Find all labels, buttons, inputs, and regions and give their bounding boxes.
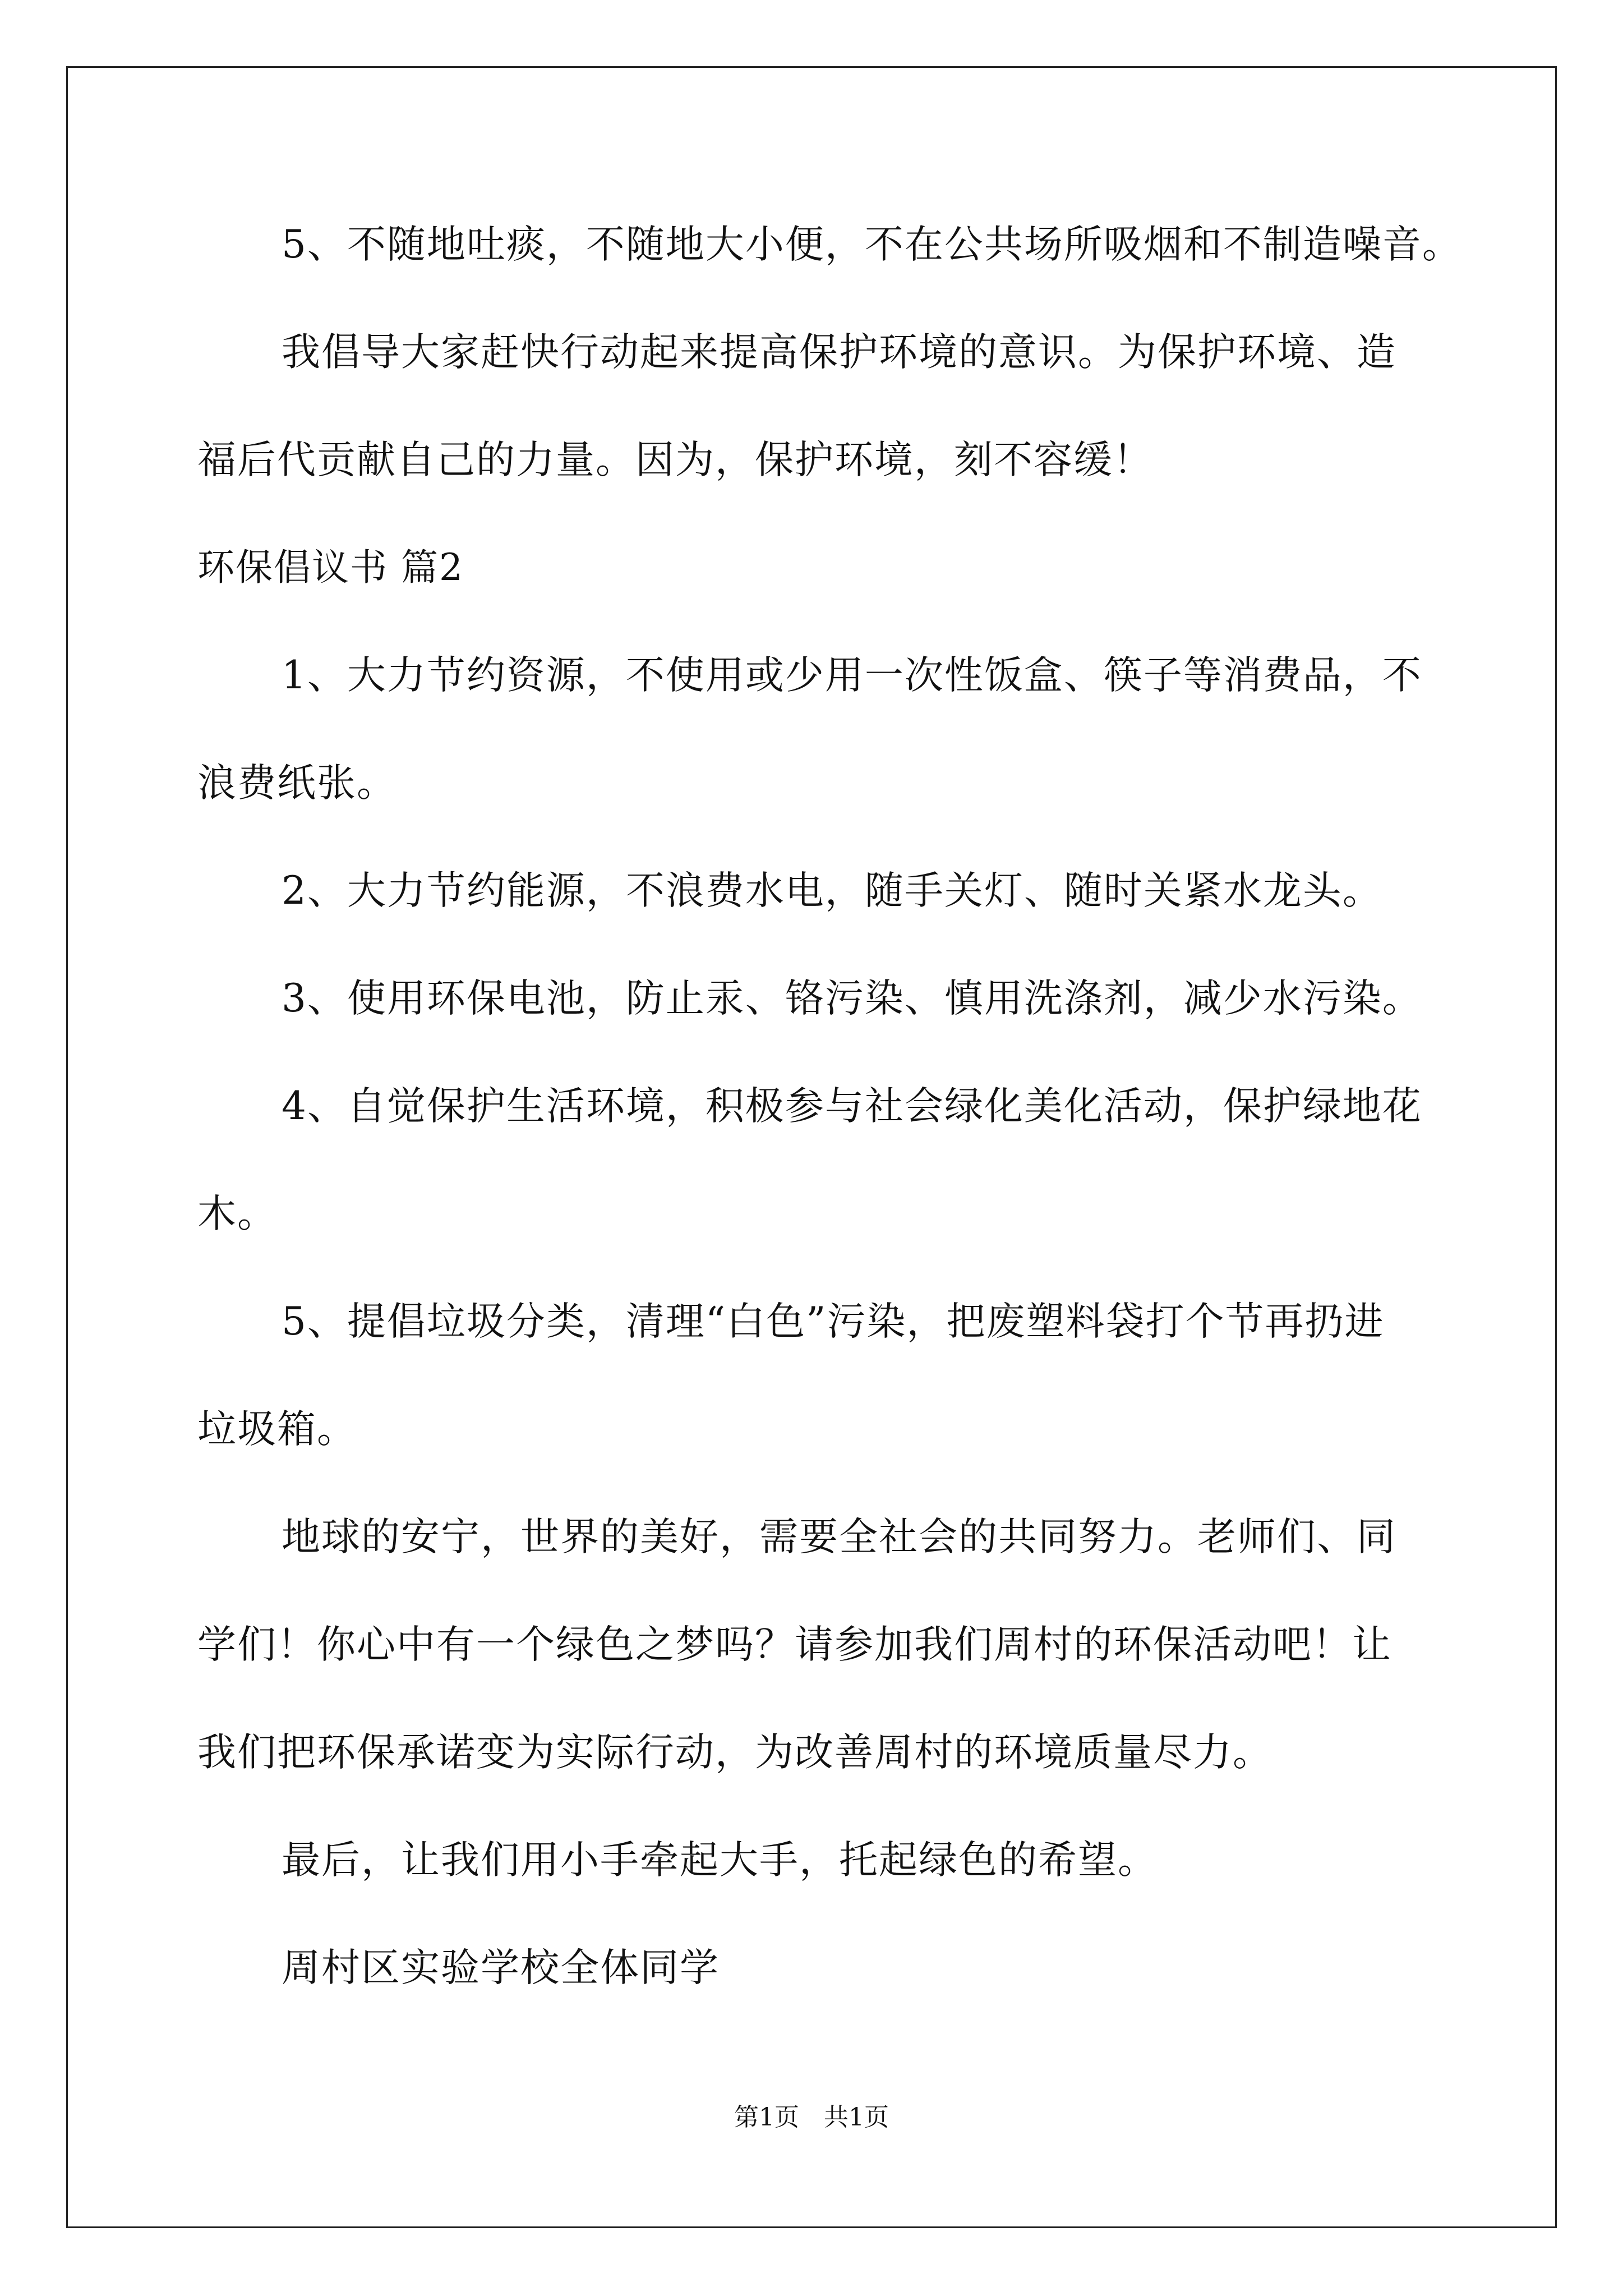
signature [197,1934,1431,2001]
paragraph-line: 木。 [197,1191,277,1236]
paragraph-line: 学们！你心中有一个绿色之梦吗？请参加我们周村的环保活动吧！让 [197,1622,1392,1667]
paragraph-line: 我们把环保承诺变为实际行动，为改善周村的环境质量尽力。 [197,1730,1272,1775]
paragraph-line: 我倡导大家赶快行动起来提高保护环境的意识。为保护环境、造 [282,330,1396,375]
paragraph-line: 地球的安宁，世界的美好，需要全社会的共同努力。老师们、同 [282,1515,1396,1559]
paragraph-save-resources [197,642,1431,817]
page-footer: 第1页 共1页 [734,2103,889,2132]
paragraph-line: 福后代贡献自己的力量。因为，保护环境，刻不容缓！ [197,438,1153,482]
paragraph-line: 5、提倡垃圾分类，清理“白色”污染，把废塑料袋打个节再扔进 [282,1299,1385,1344]
paragraph-closing [197,1826,1431,1894]
paragraph-garbage-sorting [197,1288,1431,1463]
document-body [197,211,1462,2001]
paragraph-batteries [197,965,1431,1032]
paragraph-line: 5、不随地吐痰，不随地大小便，不在公共场所吸烟和不制造噪音。 [282,222,1462,267]
paragraph-save-energy [197,857,1431,924]
paragraph-line: 最后，让我们用小手牵起大手，托起绿色的希望。 [282,1838,1158,1883]
paragraph-line: 2、大力节约能源，不浪费水电，随手关灯、随时关紧水龙头。 [282,868,1382,913]
paragraph-line: 1、大力节约资源，不使用或少用一次性饭盒、筷子等消费品，不 [282,653,1422,698]
paragraph-line: 3、使用环保电池，防止汞、铬污染、慎用洗涤剂，减少水污染。 [282,976,1422,1021]
paragraph-line: 垃圾箱。 [197,1407,357,1452]
section-heading [197,534,1431,601]
paragraph-call-to-action [197,319,1431,494]
signature-line: 周村区实验学校全体同学 [282,1945,720,1990]
paragraph-no-spitting [197,211,1462,278]
paragraph-green-dream [197,1503,1431,1786]
paragraph-line: 4、自觉保护生活环境，积极参与社会绿化美化活动，保护绿地花 [282,1084,1422,1129]
paragraph-line: 浪费纸张。 [197,761,396,806]
section-title: 环保倡议书 篇2 [197,546,464,589]
paragraph-protect-environment [197,1073,1431,1248]
